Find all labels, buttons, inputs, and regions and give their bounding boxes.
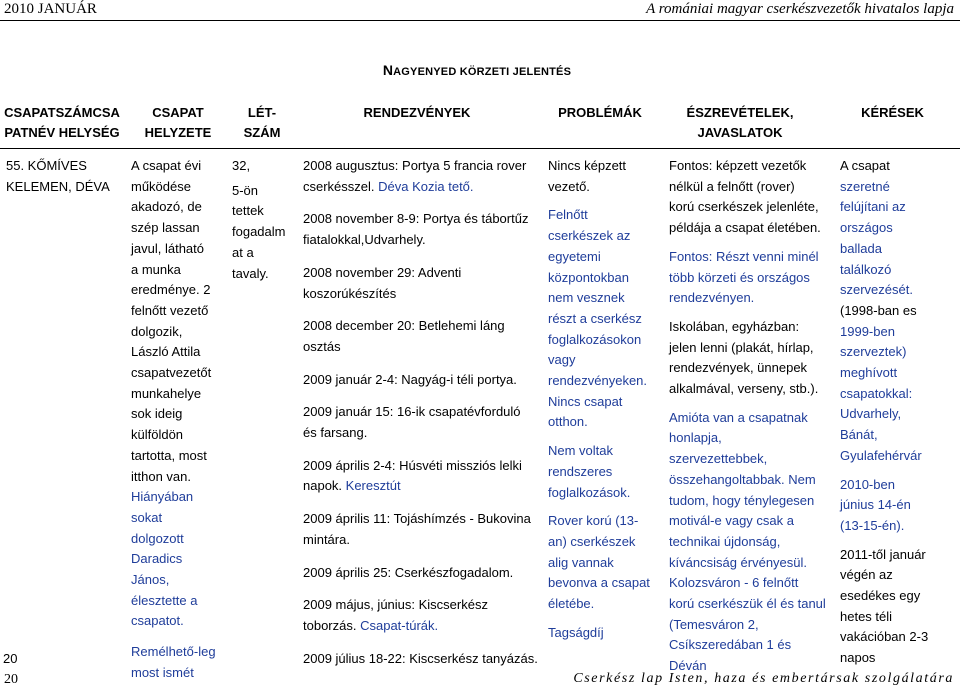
cell-line: otthon. <box>548 414 588 430</box>
cell-line: találkozó <box>840 261 892 277</box>
col-head-requests <box>830 103 955 123</box>
cell-line: Bánát, <box>840 427 878 443</box>
cell-line: tettek <box>232 203 264 219</box>
event-line: és farsang. <box>303 425 368 441</box>
cell-line: technikai újdonság, <box>669 533 781 549</box>
event-line: 2009 április 11: Tojáshímzés - Bukovina <box>303 511 531 527</box>
event-line <box>303 476 539 497</box>
cell-line: fogadalm <box>232 224 286 240</box>
event-line <box>303 616 539 637</box>
cell-line: Nincs csapat <box>548 393 623 409</box>
cell-line: Fontos: Részt venni minél <box>669 248 819 264</box>
event-line: 2009 július 18-22: Kiscserkész tanyázás. <box>303 650 538 666</box>
event-text-highlight: Déva Kozia tető. <box>378 178 474 194</box>
cell-line: esedékes egy <box>840 588 921 604</box>
cell-line: összehangoltabbak. Nem <box>669 471 816 487</box>
cell-line: vezető. <box>548 178 590 194</box>
cell-line: (13-15-én). <box>840 517 905 533</box>
cell-line: rendszeres <box>548 463 613 479</box>
cell-line: korú cserkészük él és tanul <box>669 596 826 612</box>
cell-line: egyetemi <box>548 248 601 264</box>
cell-line: Kolozsváron - 6 felnőtt <box>669 575 799 591</box>
cell-requests <box>840 156 958 669</box>
cell-line: itthon van. <box>131 468 191 484</box>
cell-line: javul, látható <box>131 240 204 256</box>
event-line: 2009 január 15: 16-ik csapatévforduló <box>303 404 521 420</box>
cell-line: Iskolában, egyházban: <box>669 318 800 334</box>
cell-line: szerveztek) <box>840 344 907 360</box>
cell-team <box>6 156 124 197</box>
cell-line: Fontos: képzett vezetők <box>669 158 807 173</box>
cell-line: bevonva a csapat <box>548 575 650 591</box>
cell-line: ballada <box>840 240 882 256</box>
event-text: toborzás. <box>303 617 361 633</box>
cell-line: Gyulafehérvár <box>840 447 922 463</box>
event-line: fiatalokkal,Udvarhely. <box>303 232 426 248</box>
cell-line: Felnőtt <box>548 207 588 223</box>
cell-line: 32, <box>232 158 251 173</box>
cell-line: Nincs képzett <box>548 158 627 173</box>
cell-line: szép lassan <box>131 220 200 236</box>
cell-line: csapatot. <box>131 613 184 629</box>
cell-line: külföldön <box>131 427 184 443</box>
cell-line: dolgozott <box>131 530 184 546</box>
col-head-line: PROBLÉMÁK <box>558 105 642 120</box>
cell-line: szervezését. <box>840 282 913 298</box>
issue-date: 2010 JANUÁR <box>4 1 97 17</box>
cell-status <box>131 156 231 684</box>
cell-line: (Temesváron 2, <box>669 616 759 632</box>
cell-problems <box>548 156 663 643</box>
cell-line: napos <box>840 650 876 666</box>
cell-count <box>232 156 292 284</box>
cell-line: foglalkozások. <box>548 484 631 500</box>
cell-remarks <box>669 156 829 677</box>
cell-line: felnőtt vezető <box>131 302 209 318</box>
cell-line: a munka <box>131 261 181 277</box>
cell-line: hetes téli <box>840 608 893 624</box>
cell-line: an) cserkészek <box>548 533 636 549</box>
cell-line: végén az <box>840 567 893 583</box>
cell-line: munkahelye <box>131 385 202 401</box>
cell-line: cserkészek az <box>548 228 631 244</box>
cell-line: 1999-ben <box>840 323 895 339</box>
event-line: osztás <box>303 338 341 354</box>
col-head-line: RENDEZVÉNYEK <box>363 105 471 120</box>
cell-line: csapatokkal: <box>840 385 913 401</box>
cell-line: akadozó, de <box>131 199 202 215</box>
event-line: 2008 november 29: Adventi <box>303 264 462 280</box>
page-header <box>0 0 960 22</box>
cell-line: rendezvényen. <box>669 290 755 306</box>
cell-line: példája a csapat életében. <box>669 220 821 236</box>
col-head-team <box>0 103 124 143</box>
cell-line: KELEMEN, DÉVA <box>6 178 110 194</box>
cell-line: jelen lenni (plakát, hírlap, <box>669 339 814 355</box>
col-head-line: PATNÉV HELYSÉG <box>4 125 120 140</box>
cell-line: sok ideig <box>131 406 183 422</box>
col-head-line: CSAPATSZÁMCSA <box>4 105 120 120</box>
event-line: 2008 december 20: Betlehemi láng <box>303 318 505 334</box>
event-text-highlight: Csapat-túrák. <box>360 617 439 633</box>
col-head-events <box>300 103 534 123</box>
cell-line: eredménye. 2 <box>131 282 211 298</box>
col-head-line: LÉT-SZÁM <box>243 105 281 140</box>
publication-name: A romániai magyar cserkészvezetők hivatalos lapja <box>646 1 954 17</box>
cell-line: élesztette a <box>131 592 198 608</box>
event-line: 2009 április 25: Cserkészfogadalom. <box>303 564 514 580</box>
event-line: 2009 január 2-4: Nagyág-i téli portya. <box>303 371 517 387</box>
cell-line: sokat <box>131 509 163 525</box>
cell-line: Udvarhely, <box>840 406 902 422</box>
cell-line: 2010-ben <box>840 476 895 492</box>
cell-line: életébe. <box>548 596 595 612</box>
cell-line: vagy <box>548 352 576 368</box>
cell-line: László Attila <box>131 344 201 360</box>
cell-line: nélkül a felnőtt (rover) <box>669 178 795 194</box>
col-head-status <box>124 103 232 143</box>
col-head-line: JAVASLATOK <box>697 125 783 140</box>
event-line: koszorúkészítés <box>303 285 397 301</box>
col-head-remarks <box>660 103 820 143</box>
cell-line: motivál-e vagy csak a <box>669 513 794 529</box>
event-line: mintára. <box>303 531 350 547</box>
cell-line: kíváncsiság érvényesül. <box>669 554 808 570</box>
cell-line: János, <box>131 572 170 588</box>
col-head-line: CSAPAT <box>152 105 204 120</box>
cell-line: most ismét <box>131 664 194 680</box>
footer-page-number: 20 <box>4 672 18 687</box>
col-head-line: KÉRÉSEK <box>861 105 924 120</box>
cell-line: dolgozik, <box>131 323 183 339</box>
cell-line: Rover korú (13- <box>548 513 639 529</box>
cell-line: június 14-én <box>840 497 911 513</box>
event-line: 2008 augusztus: Portya 5 francia rover <box>303 158 527 173</box>
cell-line: nem vesznek <box>548 290 625 306</box>
event-text-highlight: Keresztút <box>345 478 401 494</box>
cell-line: alig vannak <box>548 554 614 570</box>
col-head-line: HELYZETE <box>144 125 212 140</box>
cell-events <box>303 156 539 669</box>
cell-line: vakációban 2-3 <box>840 629 929 645</box>
report-title <box>0 62 954 78</box>
cell-line: foglalkozásokon <box>548 331 642 347</box>
cell-line: korú cserkészek jelenléte, <box>669 199 819 215</box>
event-line: 2008 november 8-9: Portya és tábortűz <box>303 211 529 227</box>
cell-line: működése <box>131 178 191 194</box>
cell-line: meghívott <box>840 365 898 381</box>
cell-line: tartotta, most <box>131 447 207 463</box>
cell-line: Csíkszeredában 1 és Déván <box>669 637 792 674</box>
cell-line: szervezettebbek, <box>669 451 768 467</box>
cell-line: rendezvények, ünnepek <box>669 360 808 376</box>
table-divider <box>0 148 960 149</box>
cell-line: 5-ön <box>232 182 259 198</box>
cell-line: 55. KŐMÍVES <box>6 158 87 173</box>
footer-motto: Cserkész lap Isten, haza és embertársak szolgálatára <box>573 671 954 686</box>
cell-line: központokban <box>548 269 629 285</box>
cell-line: Hiányában <box>131 489 194 505</box>
cell-line: at a <box>232 244 254 260</box>
side-page-number: 20 <box>3 651 18 666</box>
cell-line: (1998-ban es <box>840 302 917 318</box>
event-line: 2009 május, június: Kiscserkész <box>303 597 488 613</box>
cell-line: Remélhető-leg <box>131 644 216 660</box>
cell-line: Amióta van a csapatnak <box>669 409 808 425</box>
col-head-count <box>232 103 292 143</box>
title-initial: N <box>382 62 394 78</box>
header-divider <box>0 20 960 21</box>
cell-line: Daradics <box>131 551 183 567</box>
cell-line: országos <box>840 220 893 236</box>
cell-line: felújítani az <box>840 199 906 215</box>
col-head-problems <box>540 103 660 123</box>
col-head-line: ÉSZREVÉTELEK, <box>686 105 794 120</box>
cell-line: honlapja, <box>669 430 722 446</box>
event-line: 2009 április 2-4: Húsvéti missziós lelki <box>303 457 522 473</box>
cell-line: csapatvezetőt <box>131 365 212 381</box>
cell-line: részt a cserkész <box>548 310 642 326</box>
cell-line: alkalmával, verseny, stb.). <box>669 381 819 397</box>
title-rest: AGYENYED KÖRZETI JELENTÉS <box>393 66 572 78</box>
cell-line: A csapat évi <box>131 158 202 173</box>
event-line <box>303 177 539 198</box>
cell-line: szeretné <box>840 178 890 194</box>
cell-line: több körzeti és országos <box>669 269 810 285</box>
cell-line: Tagságdíj <box>548 624 604 640</box>
cell-line: tudom, hogy ténylegesen <box>669 492 815 508</box>
cell-line: rendezvényeken. <box>548 373 648 389</box>
cell-line: Nem voltak <box>548 443 614 459</box>
cell-line: tavaly. <box>232 265 269 281</box>
event-text: napok. <box>303 478 346 494</box>
cell-line: 2011-től január <box>840 546 926 562</box>
event-text: cserkésszel. <box>303 178 379 194</box>
cell-line: A csapat <box>840 158 890 173</box>
